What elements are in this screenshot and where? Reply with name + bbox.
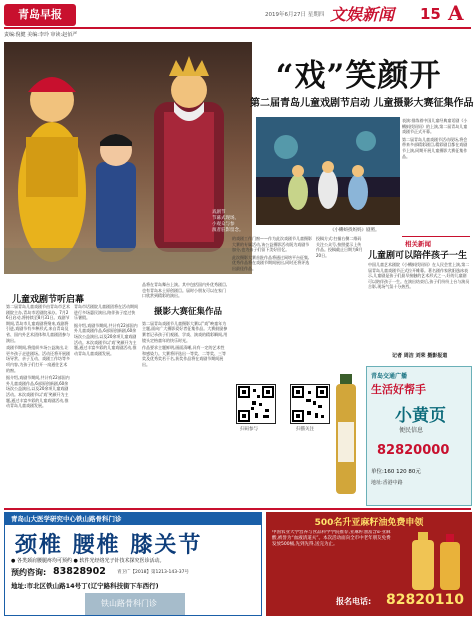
ad-oil-hotline[interactable]: 82820110 — [386, 592, 464, 608]
ad-xhy-brand: 青岛交通广播 — [371, 373, 408, 380]
article-col-4 — [232, 236, 312, 376]
headline-subtitle: 第二届青岛儿童戏剧节启动 儿童摄影大赛征集作品 — [250, 98, 474, 109]
ad-medical-features: ● 各类颈肩腰腿疼均可预约 ● 软件光经络光子针技术探究医诊活动。 — [11, 558, 165, 564]
qr-caption-right: 扫描关注 — [296, 427, 314, 432]
bottom-section-rule — [4, 508, 471, 510]
ad-medical-address: 地址:市北区铁山路14号丁(辽宁路科技街下车西行) — [11, 582, 159, 590]
article-paragraph: 戏剧节期间,将组织多场公益演出,让更多孩子走进剧场。活动还将开展剧场导赏、亲子互动、戏剧工作坊等多项内容,为孩子们打开一扇通往艺术的窗。 — [6, 345, 70, 373]
ad-xhy-phone[interactable]: 82820000 — [377, 443, 450, 458]
article-col-2 — [74, 304, 138, 504]
article-paragraph: 青岛市话剧院儿童剧团将在活动期间进行多场惠民演出,陪伴孩子度过快乐暑假。 — [74, 304, 138, 321]
article-left-col — [6, 304, 70, 504]
ad-medical-watermark: 铁山路骨科门诊 — [101, 599, 157, 608]
ad-oil-title: 500名升亚麻籽油免费申领 — [314, 518, 424, 528]
ad-xhy-subtitle: 便民信息 — [399, 427, 424, 434]
section-brand: 文娱新闻 — [330, 5, 395, 24]
related-news-credit: 记者 周洁 刘荣 摄影报道 — [392, 353, 448, 359]
qr-code-left[interactable] — [236, 384, 276, 424]
headline-kicker: “戏”笑颜开 — [275, 58, 442, 94]
newspaper-logo: 青岛早报 — [4, 4, 76, 26]
main-photo-caption: 戏剧节 节幕式现场。 小观众与参 演者驻影留念。 — [212, 210, 244, 233]
article-paragraph: 第二届青岛戏剧节儿童摄影大赛以“戏”映童年为主题,面向广大摄影爱好者征集作品。大赛鼓励参赛者记录孩子们观剧、学戏、演戏的精彩瞬间,用镜头定格童年的快乐时光。 — [142, 320, 228, 343]
qr-code-right[interactable] — [290, 384, 330, 424]
related-news-title: 儿童剧可以陪伴孩子一生 — [368, 251, 468, 261]
masthead — [0, 0, 475, 40]
page-number: 15 — [420, 5, 441, 23]
qr-caption-left: 扫码参与 — [240, 427, 258, 432]
issue-date: 2019年6月27日 星期四 — [265, 12, 325, 18]
ad-xhy-title: 小黄页 — [395, 406, 446, 426]
article-col-5 — [316, 236, 364, 376]
ad-xiaohuangye[interactable] — [366, 366, 472, 506]
ad-xhy-slogan: 生活好帮手 — [371, 383, 426, 396]
ad-flaxseed-oil[interactable] — [266, 512, 472, 616]
side-caption-text: 表演:排练着中国儿童经典童话剧《小蝌蚪找妈妈》的上演,第二届青岛儿童戏剧节正式开幕。 — [402, 118, 468, 135]
ad-medical-phone-label: 预约咨询: — [11, 568, 47, 577]
masthead-rule — [4, 27, 471, 29]
ad-medical-license: 青卫广【2018】第1213-143-37号 — [117, 570, 189, 575]
ad-xhy-price: 单位:160 120 80元 — [371, 469, 421, 475]
main-photo — [4, 42, 252, 274]
editor-line: 责编:倪健 美编:李玲 审读:赵佰严 — [4, 32, 78, 38]
ad-xhy-address: 地址:香港中路 — [371, 480, 403, 486]
article-col-3 — [142, 282, 228, 504]
article-paragraph: 作品要求主题鲜明,画面清晰,具有一定的艺术性和感染力。大赛将评选出一等奖、二等奖、三等奖及优秀奖若干名,获奖作品将在戏剧节期间展出。 — [142, 345, 226, 367]
section-title-opening: 儿童戏剧节听启幕 — [12, 295, 85, 305]
side-caption-extra: 第二届青岛儿童戏剧节活动现场,将会带来多部精彩剧目,精彩剧目都在戏剧节上演,同期开展儿童摄影大赛征集作品。 — [402, 136, 468, 159]
theatre-photo — [256, 117, 400, 225]
section-title-contest: 摄影大赛征集作品 — [154, 306, 223, 317]
article-paragraph: 此次摄影大赛首批作品将通过网络平台征集,优秀作品将在戏剧节期间展出,同时还将评选出最佳作品。 — [232, 254, 310, 271]
ad-oil-body: 中国农业大学营养与食品科学学院推荐,亚麻籽油富含α-亚麻酸,被誉为“血液清道夫”。本次活动面向全市中老年朋友免费发放500桶,先到先得,送完为止。 — [272, 530, 391, 547]
theatre-scene-illustration — [256, 117, 400, 225]
theatre-photo-caption: 《小蝌蚪找妈妈》剧照。 — [330, 228, 380, 233]
article-paragraph: 的戏剧工作门窗——作为此次戏剧节儿童摄影大赛的专属活动,该公益摄影活动既为戏剧节加分,也为孩子们留下美好回忆。 — [232, 236, 312, 253]
related-divider — [402, 236, 470, 237]
related-news-tag: 相关新闻 — [405, 240, 431, 248]
article-paragraph: 投稿方式:扫描右侧二维码关注公众号,按照提示上传作品。投稿截止日期为8月20日。 — [316, 236, 363, 258]
article-paragraph: 据介绍,戏剧节期间,共计有22部国内外儿童戏剧作品,6部原创新剧,60余场次公益演出,以及20余项儿童戏剧活动。本次戏剧节以‘戏’笑颜开为主题,通过丰富多彩的儿童戏剧活动,推动青岛儿童戏剧发展。 — [74, 322, 138, 356]
article-paragraph: 品将在青岛舞台上演。其中包括国内外优秀剧目,也有青岛本土原创剧目。届时小朋友可以在家门口欣赏到精彩的演出。 — [142, 282, 228, 299]
ad-oil-hotline-label: 报名电话: — [336, 597, 372, 606]
article-paragraph: 第二届青岛儿童戏剧节由青岛市艺术剧院主办,青岛市话剧院承办。7月26日启动,将持续至8月31日。戏剧节期间,青岛市儿童戏剧将聚来,戏剧将引进,戏剧节有多种形式,来自青岛及省、国内外艺术团体和儿童剧团参与演出。 — [6, 304, 70, 343]
article-paragraph: 据介绍,戏剧节期间,共计有22部国内外儿童戏剧作品,6部原创新剧,60余场次公益演出,以及20余项儿童戏剧活动。本次戏剧节以‘戏’笑颜开为主题,通过丰富多彩的儿童戏剧活动,推动青岛儿童戏剧发展。 — [6, 375, 70, 409]
ad-medical-phone[interactable]: 83828902 — [53, 566, 106, 577]
stage-photo-illustration — [4, 42, 252, 274]
oil-bottle-icon — [400, 528, 466, 594]
side-caption-block — [402, 118, 470, 210]
page-letter: A — [448, 1, 464, 25]
ad-oil-top[interactable] — [330, 366, 362, 506]
related-news-body: 中国儿童艺术剧院《小蝌蚪找妈妈》在人民会堂上演,第二届青岛儿童戏剧节正式拉开帷幕。著名剧作家欧阳逸冰表示,儿童剧是孩子们最早接触的艺术形式之一,好的儿童剧可以陪伴孩子一生。在演出结束后,孩子们纷纷上台与演员合影,现场气氛十分热烈。 — [368, 262, 470, 290]
ad-medical-title: 颈椎 腰椎 膝关节 — [15, 533, 203, 558]
ad-medical-header: 青岛山大医学研究中心铁山路骨科门诊 — [5, 513, 262, 525]
ad-medical[interactable] — [4, 512, 262, 616]
